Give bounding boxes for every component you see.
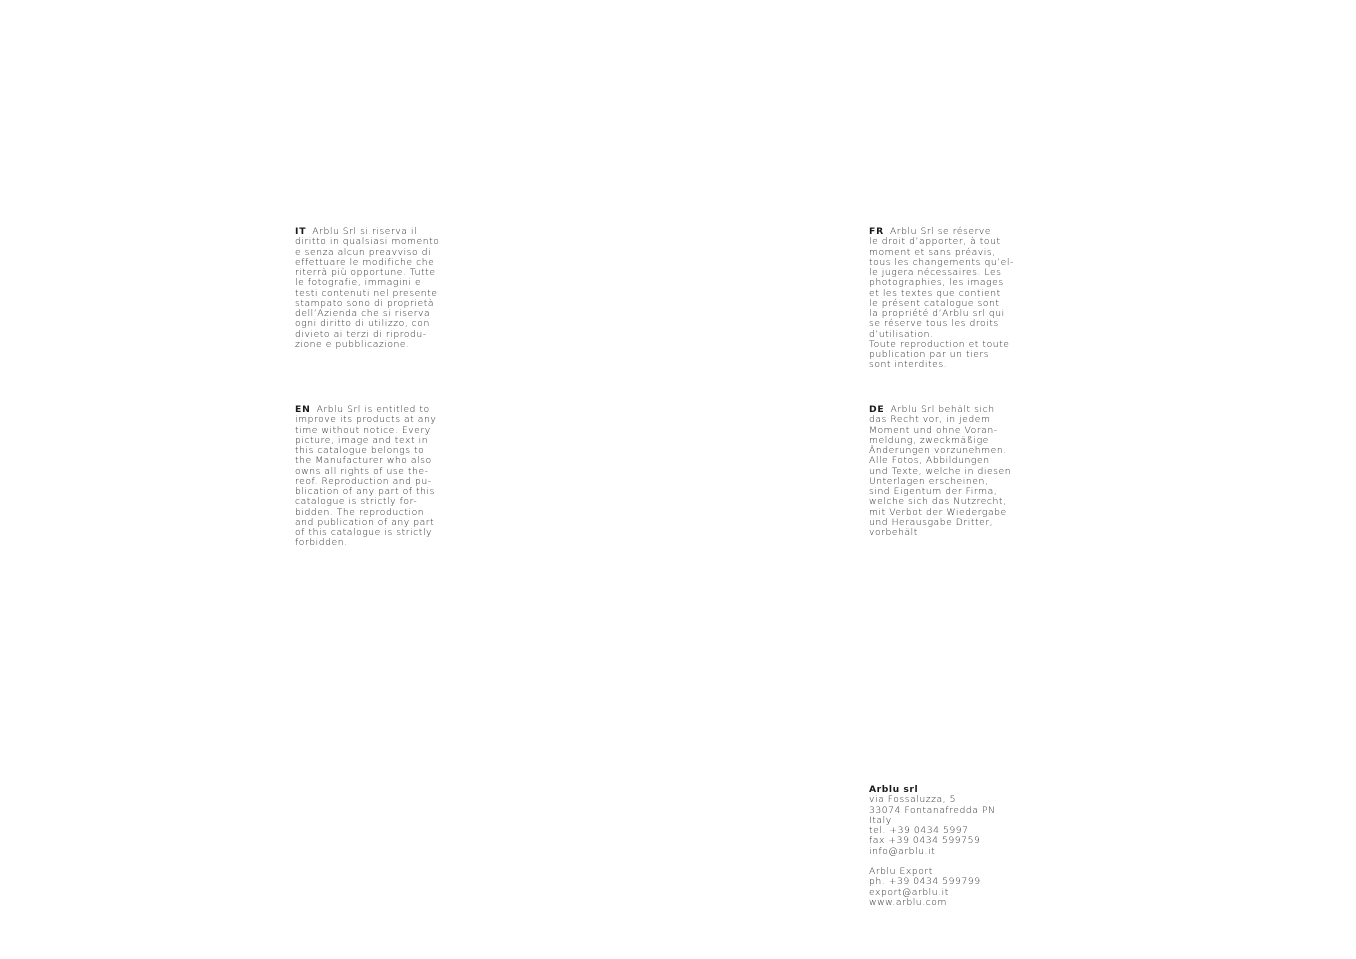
disclaimer-en-line: forbidden. [295,537,348,549]
disclaimer-de-line: Alle Fotos, Abbildungen [869,455,990,467]
disclaimer-fr-line: publication par un tiers [869,349,990,360]
disclaimer-en-line: and publication of any part [295,516,435,528]
disclaimer-fr-line: sont interdites. [869,359,948,371]
disclaimer-it-line: diritto in qualsiasi momento [295,236,440,248]
disclaimer-en-line: this catalogue belongs to [295,445,425,456]
contact-info [869,785,1019,908]
export-email: export@arblu.it [869,886,949,898]
disclaimer-de-line: meldung, zweckmäßige [869,434,989,446]
disclaimer-de-line: Arblu Srl behält sich [890,404,995,415]
disclaimer-de-line: vorbehält [869,527,918,538]
export-phone: ph. +39 0434 599799 [869,876,981,888]
company-name: Arblu srl [869,784,919,795]
export-department: Arblu Export [869,866,933,877]
disclaimer-en-line: bidden. The reproduction [295,506,425,518]
address-city: 33074 Fontanafredda PN [869,804,996,816]
disclaimer-en-line: Arblu Srl is entitled to [316,404,430,415]
disclaimer-en-line: the Manufacturer who also [295,455,432,467]
disclaimer-en-line: time without notice. Every [295,424,431,436]
telephone: tel. +39 0434 5997 [869,825,969,836]
disclaimer-it-line: ogni diritto di utilizzo, con [295,318,430,330]
language-code-fr: FR [869,226,884,237]
disclaimer-it-line: Arblu Srl si riserva il [312,226,418,237]
disclaimer-en-line: owns all rights of use the- [295,465,429,477]
disclaimer-de-line: Unterlagen erscheinen, [869,475,989,487]
disclaimer-it-line: zione e pubblicazione. [295,338,410,350]
address-country: Italy [869,814,892,826]
fax: fax +39 0434 599759 [869,835,981,847]
disclaimer-en-line: catalogue is strictly for- [295,496,418,508]
disclaimer-it [295,227,445,350]
disclaimer-fr-line: d’utilisation. [869,328,934,340]
disclaimer-en-line: improve its products at any [295,414,437,426]
disclaimer-fr-line: le jugera nécessaires. Les [869,267,1002,278]
disclaimer-it-line: effettuare le modifiche che [295,256,435,268]
disclaimer-de-line: und Texte, welche in diesen [869,465,1012,477]
disclaimer-fr-line: photographies, les images [869,277,1004,289]
disclaimer-de-line: welche sich das Nutzrecht, [869,496,1007,508]
disclaimer-it-line: le fotografie, immagini e [295,277,422,289]
address-street: via Fossaluzza, 5 [869,794,957,806]
disclaimer-it-line: divieto ai terzi di riprodu- [295,328,427,340]
email-info: info@arblu.it [869,845,936,857]
disclaimer-fr-line: tous les changements qu’el- [869,256,1014,268]
disclaimer-de-line: Änderungen vorzunehmen. [869,445,1007,456]
disclaimer-en [295,405,445,549]
disclaimer-fr-line: Toute reproduction et toute [869,338,1010,350]
disclaimer-en-line: picture, image and text in [295,434,429,446]
disclaimer-fr-line: le présent catalogue sont [869,297,1000,309]
disclaimer-de-line: das Recht vor, in jedem [869,414,991,426]
disclaimer-fr-line: moment et sans préavis, [869,246,996,258]
disclaimer-en-line: blication of any part of this [295,486,435,497]
disclaimer-it-line: riterrà più opportune. Tutte [295,267,436,278]
disclaimer-de-line: und Herausgabe Dritter, [869,516,994,528]
disclaimer-fr [869,227,1019,371]
disclaimer-it-line: e senza alcun preavviso di [295,246,432,258]
disclaimer-de [869,405,1019,538]
disclaimer-en-line: reof. Reproduction and pu- [295,475,432,487]
disclaimer-fr-line: Arblu Srl se réserve [889,226,992,237]
disclaimer-fr-line: la propriété d’Arblu srl qui [869,308,1005,319]
language-code-it: IT [295,226,307,237]
disclaimer-de-line: sind Eigentum der Firma, [869,486,998,497]
disclaimer-fr-line: se réserve tous les droits [869,318,999,330]
disclaimer-it-line: testi contenuti nel presente [295,287,438,299]
disclaimer-en-line: of this catalogue is strictly [295,527,433,538]
disclaimer-de-line: Moment und ohne Voran- [869,424,998,436]
website: www.arblu.com [869,896,947,908]
disclaimer-fr-line: et les textes que contient [869,287,1001,299]
disclaimer-it-line: dell’Azienda che si riserva [295,308,431,319]
disclaimer-de-line: mit Verbot der Wiedergabe [869,506,1007,518]
language-code-de: DE [869,404,885,415]
disclaimer-fr-line: le droit d’apporter, à tout [869,236,1001,248]
disclaimer-it-line: stampato sono di proprietà [295,297,435,309]
language-code-en: EN [295,404,311,415]
